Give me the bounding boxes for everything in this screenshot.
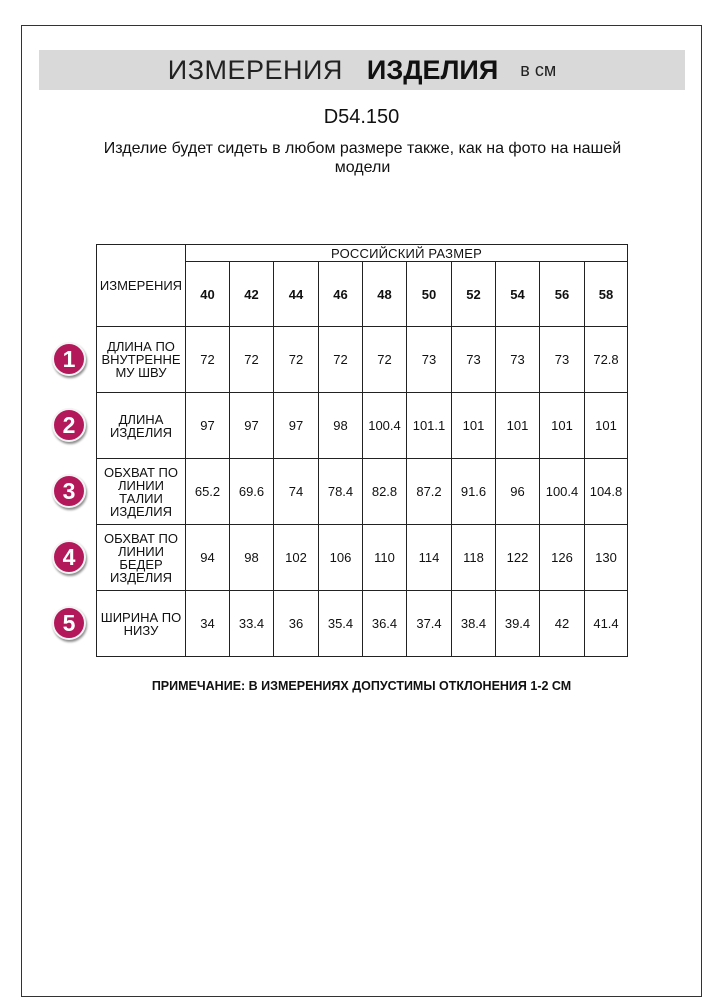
value-cell: 101.1 [407,393,452,459]
value-cell: 98 [230,525,274,591]
value-cell: 73 [496,327,540,393]
value-cell: 100.4 [363,393,407,459]
table-row [97,591,628,657]
value-cell: 72 [274,327,319,393]
title-regular: ИЗМЕРЕНИЯ [167,54,343,85]
value-cell: 36 [274,591,319,657]
value-cell: 97 [230,393,274,459]
value-cell: 104.8 [585,459,628,525]
subtitle: Изделие будет сидеть в любом размере также, как на фото на нашей модели [103,140,622,176]
value-cell: 78.4 [319,459,363,525]
value-cell: 42 [540,591,585,657]
size-header-cell: 44 [274,262,319,327]
row-label: ОБХВАТ ПО ЛИНИИ ТАЛИИ ИЗДЕЛИЯ [97,459,186,525]
value-cell: 101 [540,393,585,459]
size-header-cell: 42 [230,262,274,327]
value-cell: 98 [319,393,363,459]
note: ПРИМЕЧАНИЕ: В ИЗМЕРЕНИЯХ ДОПУСТИМЫ ОТКЛОНЕНИЯ 1-2 СМ [151,679,572,693]
value-cell: 72 [186,327,230,393]
value-cell: 34 [186,591,230,657]
value-cell: 33.4 [230,591,274,657]
value-cell: 73 [407,327,452,393]
row-number-badge: 3 [52,474,86,508]
value-cell: 101 [496,393,540,459]
row-label: ДЛИНА ПО ВНУТРЕННЕ МУ ШВУ [97,327,186,393]
value-cell: 114 [407,525,452,591]
value-cell: 91.6 [452,459,496,525]
size-header-cell: 54 [496,262,540,327]
value-cell: 96 [496,459,540,525]
value-cell: 126 [540,525,585,591]
value-cell: 73 [540,327,585,393]
value-cell: 100.4 [540,459,585,525]
value-cell: 72 [319,327,363,393]
size-table [96,244,628,657]
table-row [97,525,628,591]
value-cell: 36.4 [363,591,407,657]
size-header-cell: 50 [407,262,452,327]
size-header-cell: 40 [186,262,230,327]
value-cell: 39.4 [496,591,540,657]
value-cell: 35.4 [319,591,363,657]
measurements-header: ИЗМЕРЕНИЯ [97,245,186,327]
value-cell: 72 [230,327,274,393]
value-cell: 102 [274,525,319,591]
size-header-cell: 56 [540,262,585,327]
value-cell: 97 [186,393,230,459]
size-group-header: РОССИЙСКИЙ РАЗМЕР [186,245,628,262]
row-label: ШИРИНА ПО НИЗУ [97,591,186,657]
title-unit: в см [520,59,557,80]
value-cell: 41.4 [585,591,628,657]
value-cell: 72.8 [585,327,628,393]
article-number: D54.150 [323,106,400,128]
value-cell: 69.6 [230,459,274,525]
size-header-cell: 48 [363,262,407,327]
row-number-badge: 1 [52,342,86,376]
row-label: ОБХВАТ ПО ЛИНИИ БЕДЕР ИЗДЕЛИЯ [97,525,186,591]
size-header-cell: 58 [585,262,628,327]
value-cell: 65.2 [186,459,230,525]
table-row [97,327,628,393]
value-cell: 74 [274,459,319,525]
table-row [97,393,628,459]
value-cell: 87.2 [407,459,452,525]
row-number-badge: 2 [52,408,86,442]
row-number-badge: 5 [52,606,86,640]
value-cell: 37.4 [407,591,452,657]
value-cell: 38.4 [452,591,496,657]
value-cell: 82.8 [363,459,407,525]
value-cell: 97 [274,393,319,459]
value-cell: 72 [363,327,407,393]
row-number-badge: 4 [52,540,86,574]
row-label: ДЛИНА ИЗДЕЛИЯ [97,393,186,459]
value-cell: 73 [452,327,496,393]
table-row [97,459,628,525]
value-cell: 101 [452,393,496,459]
title-bold: ИЗДЕЛИЯ [366,54,499,85]
size-header-cell: 52 [452,262,496,327]
value-cell: 122 [496,525,540,591]
value-cell: 130 [585,525,628,591]
value-cell: 94 [186,525,230,591]
title-bar [39,50,685,90]
value-cell: 101 [585,393,628,459]
size-header-cell: 46 [319,262,363,327]
value-cell: 106 [319,525,363,591]
value-cell: 110 [363,525,407,591]
value-cell: 118 [452,525,496,591]
